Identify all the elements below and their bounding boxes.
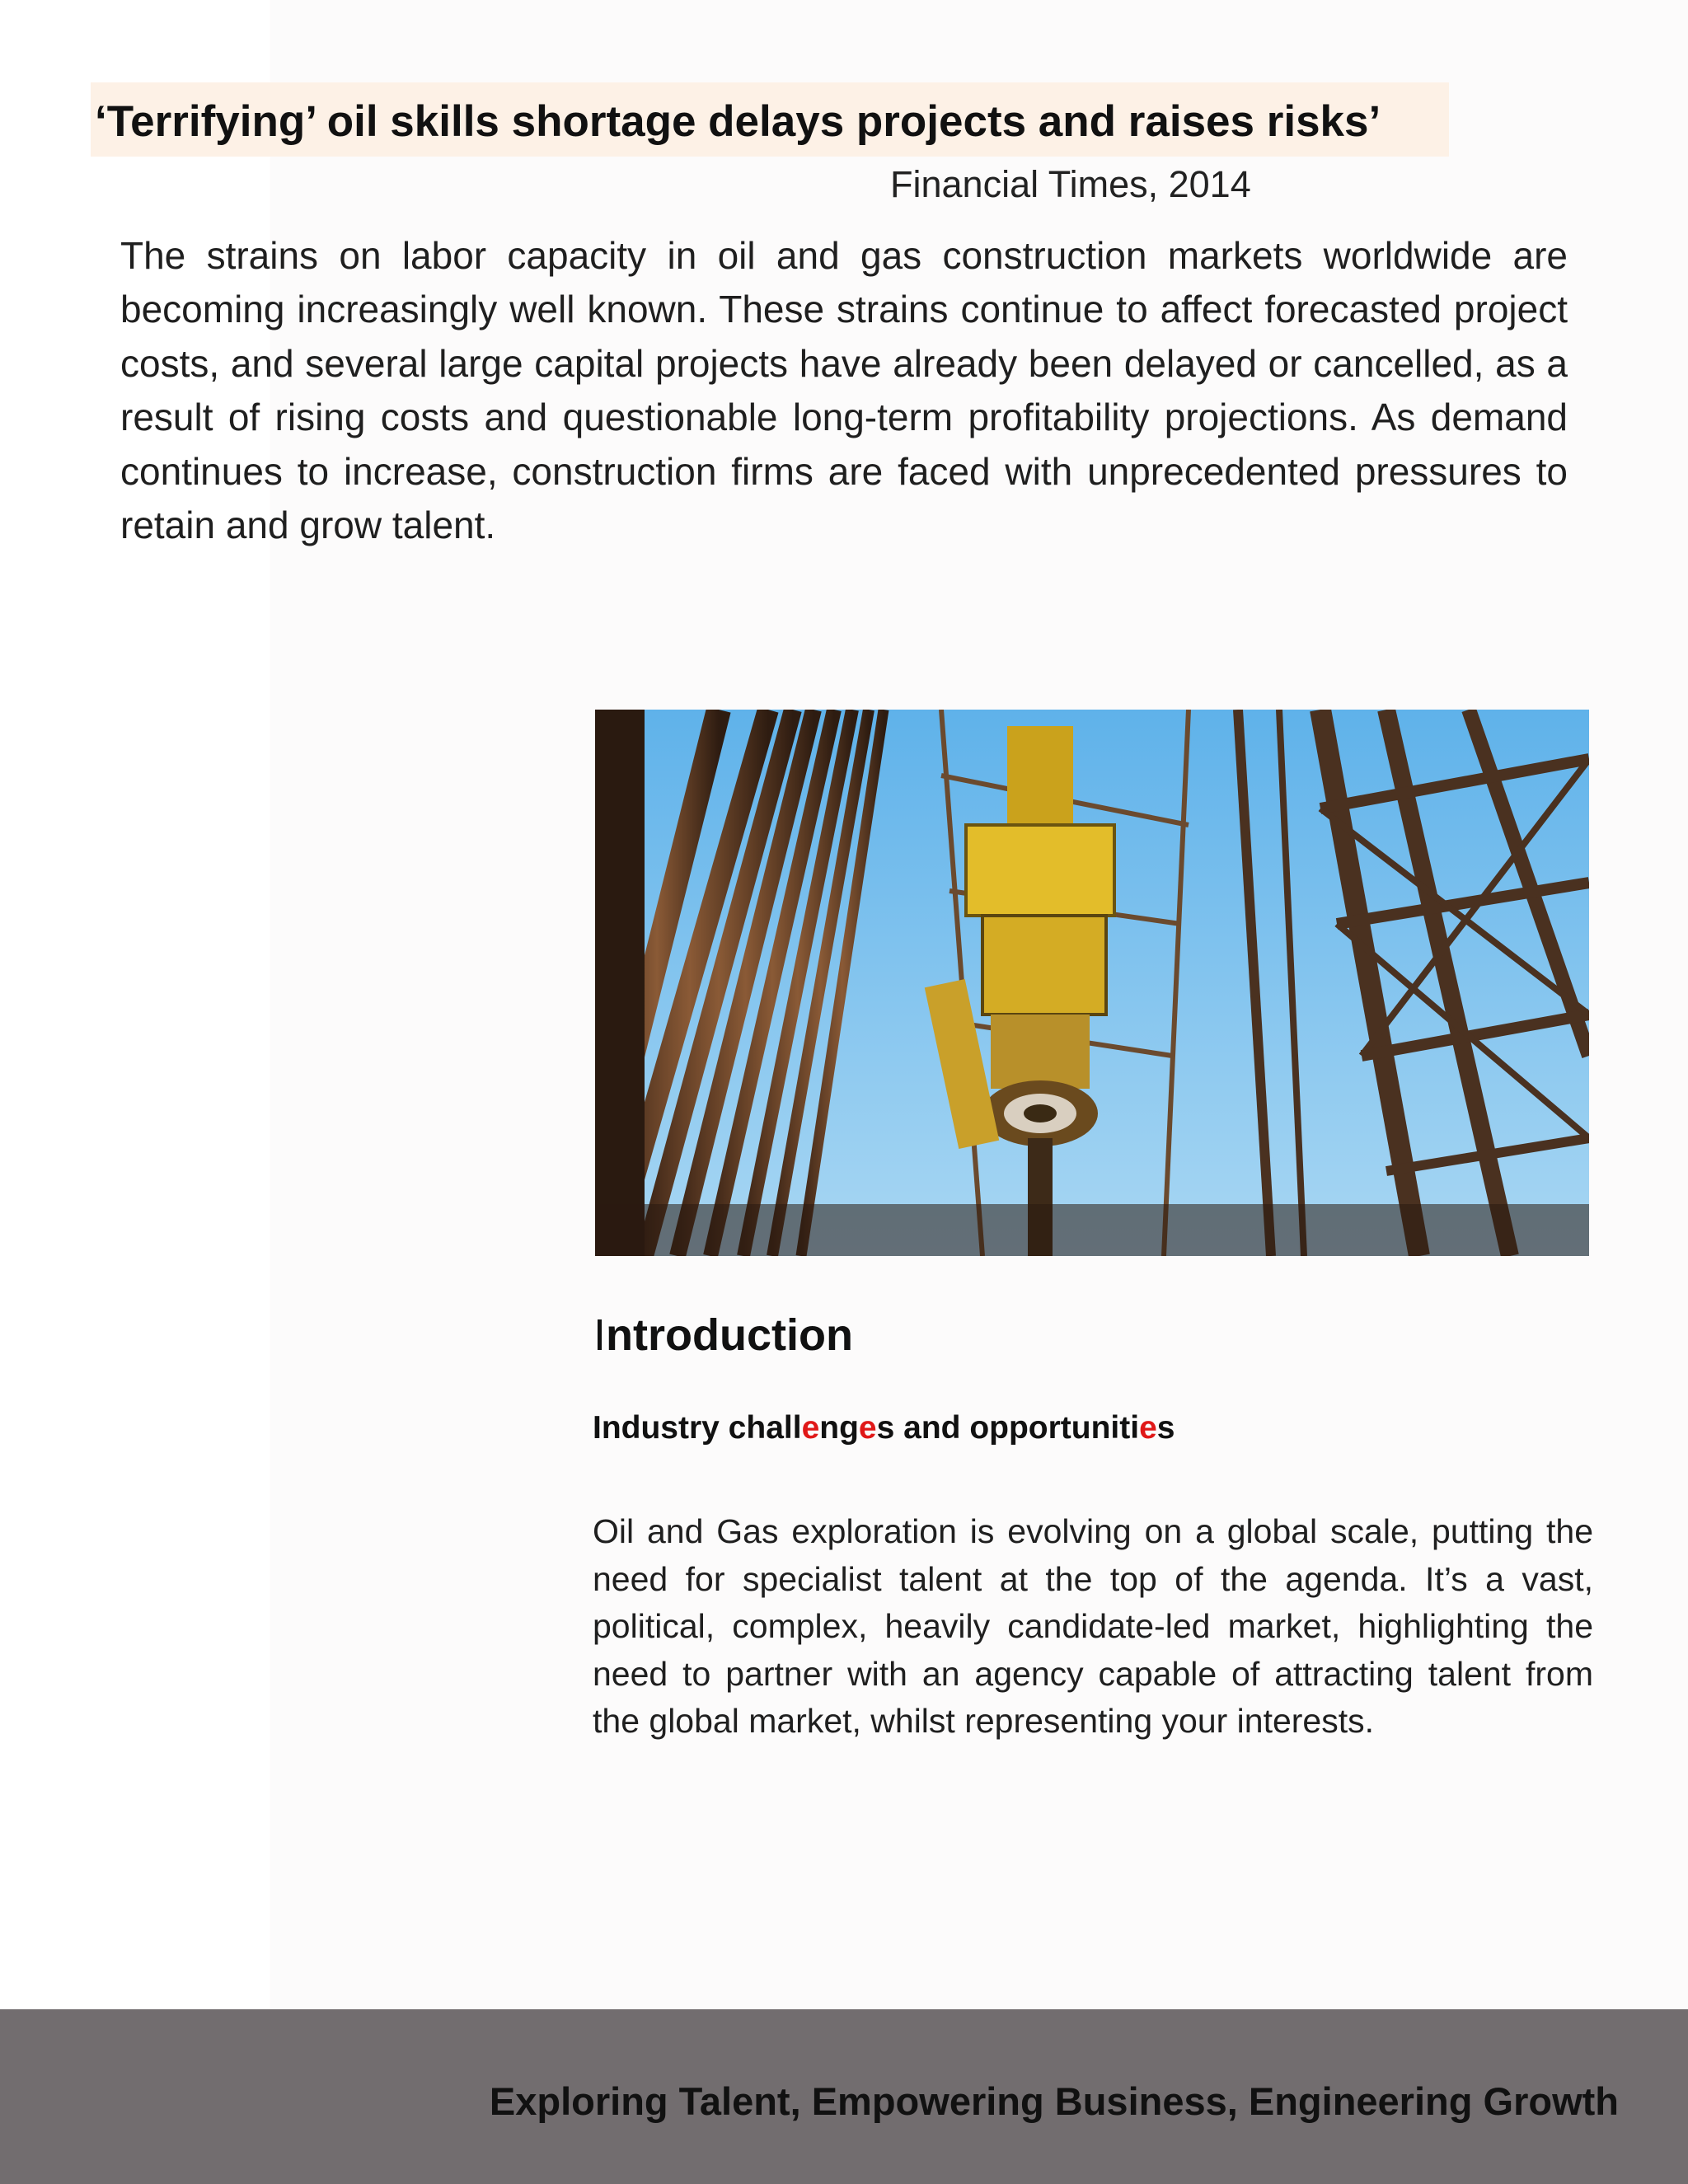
introduction-heading-initial: I: [593, 1310, 607, 1360]
introduction-body: Oil and Gas exploration is evolving on a global scale, putting the need for specialist talent at the top of the agenda. It’s a vast, political, complex, heavily candidate-led market, highlighting the need to partner with an agency capable of attracting talent from the global market, whilst representing your interests.: [593, 1512, 1593, 1740]
subheading-accent-letter: e: [1139, 1410, 1157, 1446]
subheading-part: s and opportuniti: [876, 1410, 1140, 1446]
lead-paragraph: The strains on labor capacity in oil and gas construction markets worldwide are becoming increasingly well known. These strains continue to affect forecasted project costs, and several large capital projects have already been delayed or cancelled, as a result of rising costs and questionable long-term profitability projections. As demand continues to increase, construction firms are faced with unprecedented pressures to retain and grow talent.: [120, 234, 1568, 547]
article-source: Financial Times, 2014: [890, 163, 1251, 205]
subheading-accent-letter: e: [801, 1410, 820, 1446]
subheading-part: s: [1156, 1410, 1175, 1446]
introduction-heading-rest: ntroduction: [606, 1310, 853, 1360]
industry-subheading: [593, 1405, 1175, 1451]
footer-tagline: Exploring Talent, Empowering Business, Engineering Growth: [489, 2079, 1619, 2123]
introduction-heading: [593, 1306, 853, 1364]
subheading-part: ng: [819, 1410, 859, 1446]
subheading-accent-letter: e: [858, 1410, 877, 1446]
subheading-part: Industry chall: [593, 1410, 802, 1446]
oil-rig-photo: [595, 710, 1589, 1256]
article-headline: ‘Terrifying’ oil skills shortage delays projects and raises risks’: [95, 97, 1381, 146]
